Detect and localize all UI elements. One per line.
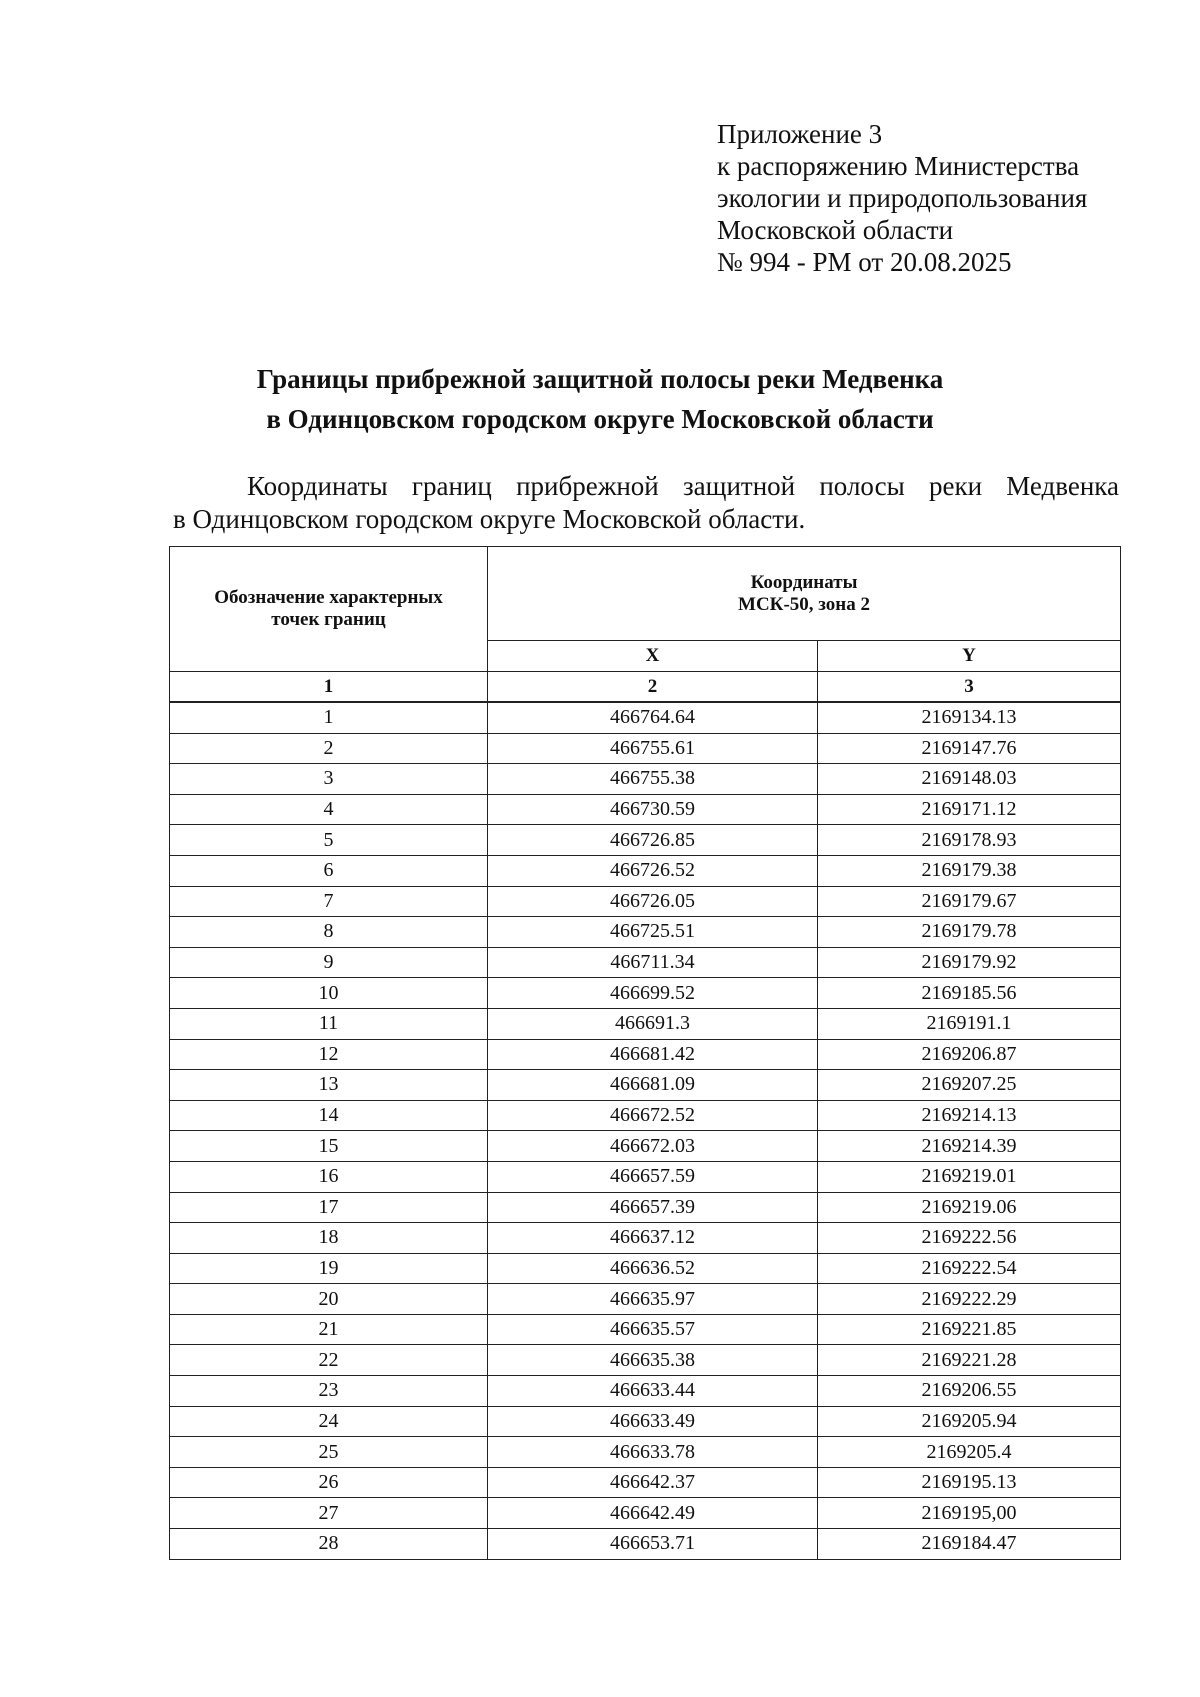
table-row: [170, 855, 1121, 886]
point-number-cell: 13: [170, 1070, 488, 1101]
point-number-cell: 1: [170, 702, 488, 733]
table-row: [170, 1314, 1121, 1345]
points-header-text: Обозначение характерных точек границ: [214, 587, 443, 630]
table-row: [170, 886, 1121, 917]
y-coordinate-cell: 2169191.1: [818, 1008, 1121, 1039]
point-number-cell: 3: [170, 764, 488, 795]
table-row: [170, 1376, 1121, 1407]
coordinates-header-line-2: МСК-50, зона 2: [738, 593, 870, 615]
table-row: [170, 978, 1121, 1009]
table-row: [170, 1467, 1121, 1498]
annex-region: Московской области: [717, 215, 954, 245]
table-row: [170, 764, 1121, 795]
x-coordinate-cell: 466637.12: [488, 1223, 818, 1254]
table-row: [170, 1253, 1121, 1284]
point-number-cell: 12: [170, 1039, 488, 1070]
point-number-cell: 18: [170, 1223, 488, 1254]
x-coordinate-cell: 466691.3: [488, 1008, 818, 1039]
table-row: [170, 825, 1121, 856]
table-row: [170, 1498, 1121, 1529]
column-number-1: 1: [170, 672, 488, 703]
point-number-cell: 8: [170, 917, 488, 948]
x-coordinate-cell: 466672.03: [488, 1131, 818, 1162]
x-coordinate-cell: 466636.52: [488, 1253, 818, 1284]
point-number-cell: 17: [170, 1192, 488, 1223]
y-header: Y: [818, 641, 1121, 672]
point-number-cell: 9: [170, 947, 488, 978]
x-coordinate-cell: 466657.39: [488, 1192, 818, 1223]
table-row: [170, 1437, 1121, 1468]
point-number-cell: 22: [170, 1345, 488, 1376]
x-coordinate-cell: 466635.38: [488, 1345, 818, 1376]
point-number-cell: 21: [170, 1314, 488, 1345]
table-row: [170, 1131, 1121, 1162]
point-number-cell: 28: [170, 1529, 488, 1560]
x-coordinate-cell: 466755.61: [488, 733, 818, 764]
y-coordinate-cell: 2169221.85: [818, 1314, 1121, 1345]
table-row: [170, 1161, 1121, 1192]
table-row: [170, 733, 1121, 764]
y-coordinate-cell: 2169207.25: [818, 1070, 1121, 1101]
x-coordinate-cell: 466755.38: [488, 764, 818, 795]
annex-order-ref: к распоряжению Министерства: [717, 151, 1080, 181]
point-number-cell: 10: [170, 978, 488, 1009]
title-line-2: в Одинцовском городском округе Московской области: [266, 404, 934, 434]
y-coordinate-cell: 2169214.39: [818, 1131, 1121, 1162]
y-coordinate-cell: 2169222.29: [818, 1284, 1121, 1315]
y-coordinate-cell: 2169171.12: [818, 794, 1121, 825]
y-coordinate-cell: 2169206.87: [818, 1039, 1121, 1070]
y-coordinate-cell: 2169195,00: [818, 1498, 1121, 1529]
y-coordinate-cell: 2169184.47: [818, 1529, 1121, 1560]
y-coordinate-cell: 2169134.13: [818, 702, 1121, 733]
y-coordinate-cell: 2169179.38: [818, 855, 1121, 886]
x-coordinate-cell: 466726.05: [488, 886, 818, 917]
table-row: [170, 1070, 1121, 1101]
intro-line-2: в Одинцовском городском округе Московской области.: [173, 504, 806, 534]
x-header: X: [488, 641, 818, 672]
table-row: [170, 1100, 1121, 1131]
x-coordinate-cell: 466633.44: [488, 1376, 818, 1407]
y-coordinate-cell: 2169185.56: [818, 978, 1121, 1009]
point-number-cell: 25: [170, 1437, 488, 1468]
y-coordinate-cell: 2169178.93: [818, 825, 1121, 856]
annex-order-number-date: № 994 - РМ от 20.08.2025: [717, 247, 1012, 277]
point-number-cell: 19: [170, 1253, 488, 1284]
point-number-cell: 2: [170, 733, 488, 764]
x-coordinate-cell: 466726.85: [488, 825, 818, 856]
title-line-1: Границы прибрежной защитной полосы реки Медвенка: [256, 364, 944, 394]
table-row: [170, 1284, 1121, 1315]
point-number-cell: 15: [170, 1131, 488, 1162]
x-coordinate-cell: 466653.71: [488, 1529, 818, 1560]
table-row: [170, 702, 1121, 733]
coordinates-header-line-1: Координаты: [750, 571, 858, 593]
y-coordinate-cell: 2169219.01: [818, 1161, 1121, 1192]
y-coordinate-cell: 2169195.13: [818, 1467, 1121, 1498]
y-coordinate-cell: 2169206.55: [818, 1376, 1121, 1407]
x-coordinate-cell: 466633.49: [488, 1406, 818, 1437]
point-number-cell: 26: [170, 1467, 488, 1498]
coordinates-table-body: [170, 702, 1121, 1559]
point-number-cell: 20: [170, 1284, 488, 1315]
x-coordinate-cell: 466672.52: [488, 1100, 818, 1131]
coordinates-table: [169, 546, 1121, 1560]
x-coordinate-cell: 466730.59: [488, 794, 818, 825]
intro-line-1: Координаты границ прибрежной защитной полосы реки Медвенка: [247, 471, 1119, 501]
x-coordinate-cell: 466635.97: [488, 1284, 818, 1315]
annex-header: [717, 118, 1087, 278]
x-coordinate-cell: 466711.34: [488, 947, 818, 978]
table-row: [170, 1529, 1121, 1560]
column-number-3: 3: [818, 672, 1121, 703]
table-row: [170, 1192, 1121, 1223]
y-coordinate-cell: 2169179.92: [818, 947, 1121, 978]
table-row: [170, 947, 1121, 978]
point-number-cell: 7: [170, 886, 488, 917]
y-coordinate-cell: 2169221.28: [818, 1345, 1121, 1376]
table-row: [170, 1008, 1121, 1039]
table-row: [170, 1406, 1121, 1437]
y-coordinate-cell: 2169148.03: [818, 764, 1121, 795]
y-coordinate-cell: 2169205.4: [818, 1437, 1121, 1468]
table-row: [170, 917, 1121, 948]
x-coordinate-cell: 466642.49: [488, 1498, 818, 1529]
point-number-cell: 14: [170, 1100, 488, 1131]
x-coordinate-cell: 466635.57: [488, 1314, 818, 1345]
point-number-cell: 27: [170, 1498, 488, 1529]
point-number-cell: 4: [170, 794, 488, 825]
annex-number: Приложение 3: [717, 119, 883, 149]
x-coordinate-cell: 466642.37: [488, 1467, 818, 1498]
document-title: [0, 359, 1200, 439]
table-row: [170, 1223, 1121, 1254]
y-coordinate-cell: 2169179.78: [818, 917, 1121, 948]
x-coordinate-cell: 466681.42: [488, 1039, 818, 1070]
intro-paragraph: [173, 470, 1119, 536]
x-coordinate-cell: 466657.59: [488, 1161, 818, 1192]
y-coordinate-cell: 2169214.13: [818, 1100, 1121, 1131]
y-coordinate-cell: 2169205.94: [818, 1406, 1121, 1437]
point-number-cell: 24: [170, 1406, 488, 1437]
point-number-cell: 16: [170, 1161, 488, 1192]
column-number-2: 2: [488, 672, 818, 703]
y-coordinate-cell: 2169179.67: [818, 886, 1121, 917]
coordinates-header: [488, 547, 1121, 641]
y-coordinate-cell: 2169147.76: [818, 733, 1121, 764]
x-coordinate-cell: 466633.78: [488, 1437, 818, 1468]
table-row: [170, 1345, 1121, 1376]
x-coordinate-cell: 466726.52: [488, 855, 818, 886]
x-coordinate-cell: 466681.09: [488, 1070, 818, 1101]
point-number-cell: 11: [170, 1008, 488, 1039]
y-coordinate-cell: 2169222.54: [818, 1253, 1121, 1284]
point-number-cell: 5: [170, 825, 488, 856]
point-number-cell: 6: [170, 855, 488, 886]
y-coordinate-cell: 2169222.56: [818, 1223, 1121, 1254]
x-coordinate-cell: 466725.51: [488, 917, 818, 948]
y-coordinate-cell: 2169219.06: [818, 1192, 1121, 1223]
annex-ministry: экологии и природопользования: [717, 183, 1088, 213]
table-row: [170, 1039, 1121, 1070]
x-coordinate-cell: 466699.52: [488, 978, 818, 1009]
table-row: [170, 794, 1121, 825]
x-coordinate-cell: 466764.64: [488, 702, 818, 733]
points-header: [170, 547, 488, 672]
point-number-cell: 23: [170, 1376, 488, 1407]
